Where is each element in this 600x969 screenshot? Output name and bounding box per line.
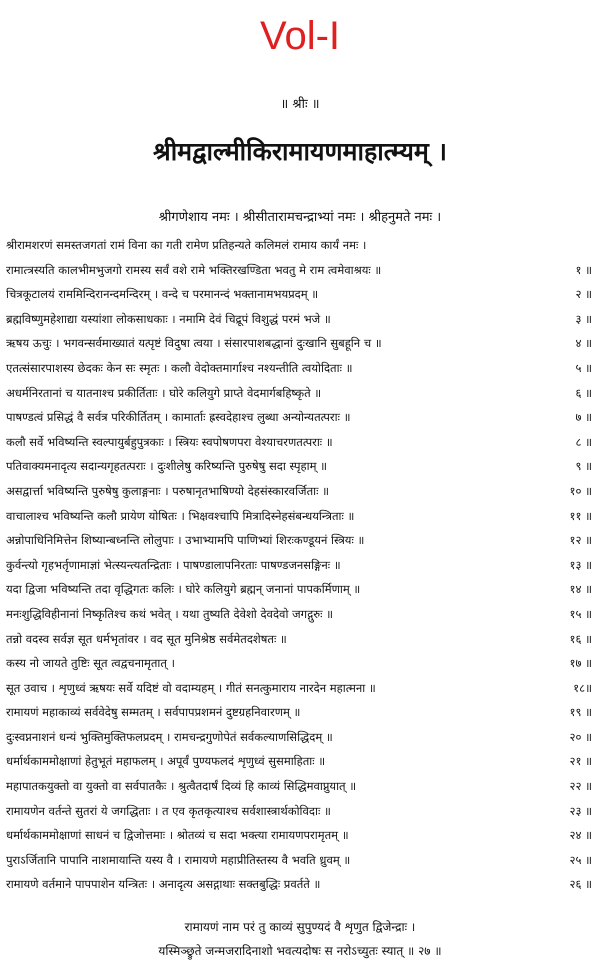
verse-text: पुराऽर्जितानि पापानि नाशमायान्ति यस्य वै । रामायणे महाप्रीतिस्तस्य वै भवति ध्रुवम् ॥ — [6, 852, 351, 867]
volume-label: Vol-I — [259, 14, 341, 58]
verse-text: पाषण्डत्वं प्रसिद्धं वै सर्वत्र परिकीर्तितम् । कामार्ताः ह्रस्वदेहाश्च लुब्धा अन्योन्यतत्पराः ॥ — [6, 410, 351, 425]
closing-line: यस्मिञ्छ्रुते जन्मजरादिनाशो भवत्यदोषः स नरोऽच्युतः स्यात् ॥ २७ ॥ — [158, 944, 442, 958]
verse-text: कुर्वन्त्यो गृहभर्तृणामाज्ञां भेत्स्यन्त्यतन्द्रिताः । पाषण्डालापनिरताः पाषण्डजनसङ्गिनः ॥ — [6, 557, 341, 572]
verse-text: ब्रह्मविष्णुमहेशाद्या यस्यांशा लोकसाधकाः । नमामि देवं चिद्रूपं विशुद्धं परमं भजे ॥ — [6, 311, 331, 326]
verse-number: २० ॥ — [569, 729, 592, 744]
invocation-line: ॥ श्रीः ॥ — [280, 97, 320, 112]
verse-line — [6, 282, 594, 307]
verse-text: धर्मार्थकाममोक्षाणां साधनं च द्विजोत्तमाः । श्रोतव्यं च सदा भक्त्या रामायणपरामृतम् ॥ — [6, 828, 349, 843]
verse-text: असद्वार्त्ता भविष्यन्ति पुरुषेषु कुलाङ्गनाः । परुषानृतभाषिण्यो देहसंस्कारवर्जिताः ॥ — [6, 483, 329, 498]
verse-number: २ ॥ — [575, 287, 592, 302]
verse-number: २१ ॥ — [569, 754, 592, 769]
verse-line — [6, 577, 594, 602]
verse-line — [6, 823, 594, 848]
verse-text: ऋषय ऊचुः । भगवन्सर्वमाख्यातं यत्पृष्टं विदुषा त्वया । संसारपाशबद्धानां दुःखानि सुबहूनि च ॥ — [6, 336, 382, 351]
verse-number: ८ ॥ — [575, 434, 592, 449]
closing-line: रामायणं नाम परं तु काव्यं सुपुण्यदं वै शृणुत द्विजेन्द्राः । — [184, 920, 416, 934]
verse-line — [6, 749, 594, 774]
page-title: श्रीमद्वाल्मीकिरामायणमाहात्म्यम् । — [153, 137, 447, 166]
verse-line — [6, 651, 594, 676]
verse-number: १७ ॥ — [569, 656, 592, 671]
verse-line — [6, 627, 594, 652]
verse-text: रामात्त्रस्यति कालभीमभुजगो रामस्य सर्वं वशे रामे भक्तिरखण्डिता भवतु मे राम त्वमेवाश्रयः ॥ — [6, 262, 382, 277]
verse-line — [6, 381, 594, 406]
verse-text: महापातकयुक्तो वा युक्तो वा सर्वपातकैः । श्रुत्वैतदार्षं दिव्यं हि काव्यं सिद्धिमवाप्नुयात् ॥ — [6, 779, 357, 794]
verse-line — [6, 430, 594, 455]
salutation-line: श्रीगणेशाय नमः । श्रीसीतारामचन्द्राभ्यां नमः । श्रीहनुमते नमः । — [158, 210, 442, 225]
verse-number: १० ॥ — [569, 483, 592, 498]
verse-line — [6, 774, 594, 799]
verse-list — [6, 233, 594, 897]
verse-text: दुःस्वप्ननाशनं धन्यं भुक्तिमुक्तिफलप्रदम् । रामचन्द्रगुणोपेतं सर्वकल्याणसिद्धिदम् ॥ — [6, 729, 333, 744]
verse-number: १ ॥ — [575, 262, 592, 277]
verse-line — [6, 307, 594, 332]
verse-text: अधर्मनिरतानां च यातनाश्च प्रकीर्तिताः । घोरे कलियुगे प्राप्ते वेदमार्गबहिष्कृते ॥ — [6, 385, 322, 400]
verse-line — [6, 258, 594, 283]
verse-line — [6, 848, 594, 873]
verse-line — [6, 676, 594, 701]
verse-line — [6, 799, 594, 824]
verse-text: चित्रकूटालयं राममिन्दिरानन्दमन्दिरम् । वन्दे च परमानन्दं भक्तानामभयप्रदम् ॥ — [6, 287, 319, 302]
verse-text: रामायणं महाकाव्यं सर्ववेदेषु सम्मतम् । सर्वपापप्रशमनं दुष्टग्रहनिवारणम् ॥ — [6, 705, 301, 720]
verse-number: ५ ॥ — [575, 360, 592, 375]
verse-number: २६ ॥ — [569, 877, 592, 892]
verse-number: १५ ॥ — [569, 606, 592, 621]
verse-number: ४ ॥ — [575, 336, 592, 351]
verse-line — [6, 331, 594, 356]
verse-text: मनःशुद्धिविहीनानां निष्कृतिश्च कथं भवेत् । यथा तुष्यति देवेशो देवदेवो जगद्गुरुः ॥ — [6, 606, 333, 621]
verse-line — [6, 872, 594, 897]
verse-line — [6, 479, 594, 504]
verse-line — [6, 356, 594, 381]
verse-line — [6, 528, 594, 553]
verse-number: १२ ॥ — [569, 533, 592, 548]
verse-number: ६ ॥ — [575, 385, 592, 400]
verse-line — [6, 602, 594, 627]
verse-line — [6, 504, 594, 529]
verse-line — [6, 725, 594, 750]
verse-number: १४ ॥ — [569, 582, 592, 597]
verse-number: २२ ॥ — [569, 779, 592, 794]
verse-text: कस्य नो जायते तुष्टिः सूत त्वद्वचनामृतात् । — [6, 656, 175, 671]
verse-number: १६ ॥ — [569, 631, 592, 646]
verse-text: तन्नो वदस्व सर्वज्ञ सूत धर्मभृतांवर । वद सूत मुनिश्रेष्ठ सर्वमेतदशेषतः ॥ — [6, 631, 287, 646]
verse-text: यदा द्विजा भविष्यन्ति तदा वृद्धिगतः कलिः । घोरे कलियुगे ब्रह्मन् जनानां पापकर्मिणाम् ॥ — [6, 582, 361, 597]
verse-number: २४ ॥ — [569, 828, 592, 843]
verse-line — [6, 233, 594, 258]
verse-number: ११ ॥ — [569, 508, 592, 523]
verse-line — [6, 553, 594, 578]
verse-text: कलौ सर्वे भविष्यन्ति स्वल्पायुर्बहुपुत्रकाः । स्त्रियः स्वपोषणपरा वेश्याचरणतत्पराः ॥ — [6, 434, 333, 449]
verse-number: १८॥ — [573, 680, 592, 695]
verse-text: रामायणेन वर्तन्ते सुतरां ये जगद्धिताः । त एव कृतकृत्याश्च सर्वशास्त्रार्थकोविदाः ॥ — [6, 803, 331, 818]
verse-number: ३ ॥ — [575, 311, 592, 326]
verse-number: ७ ॥ — [575, 410, 592, 425]
verse-text: वाचालाश्च भविष्यन्ति कलौ प्रायेण योषितः । भिक्षवश्चापि मित्रादिस्नेहसंबन्धयन्त्रिताः ॥ — [6, 508, 355, 523]
verse-text: एतत्संसारपाशस्य छेदकः केन सः स्मृतः । कलौ वेदोक्तमार्गाश्च नश्यन्तीति त्वयोदिताः ॥ — [6, 360, 353, 375]
verse-number: १३ ॥ — [569, 557, 592, 572]
verse-number: २३ ॥ — [569, 803, 592, 818]
verse-text: श्रीरामशरणं समस्तजगतां रामं विना का गती रामेण प्रतिहन्यते कलिमलं रामाय कार्यं नमः । — [6, 238, 367, 252]
verse-line — [6, 405, 594, 430]
verse-text: रामायणे वर्तमाने पापपाशेन यन्त्रितः । अनादृत्य असद्गाथाः सक्तबुद्धिः प्रवर्तते ॥ — [6, 877, 321, 892]
verse-text: पतिवाक्यमनादृत्य सदान्यगृहतत्पराः । दुःशीलेषु करिष्यन्ति पुरुषेषु सदा स्पृहाम् ॥ — [6, 459, 327, 474]
verse-line — [6, 700, 594, 725]
verse-number: ९ ॥ — [575, 459, 592, 474]
verse-text: सूत उवाच । शृणुध्वं ऋषयः सर्वे यदिष्टं वो वदाम्यहम् । गीतं सनत्कुमाराय नारदेन महात्मना ॥ — [6, 680, 376, 695]
verse-line — [6, 454, 594, 479]
verse-number: १९ ॥ — [569, 705, 592, 720]
verse-text: अन्नोपाधिनिमित्तेन शिष्यान्बध्नन्ति लोलुपाः । उभाभ्यामपि पाणिभ्यां शिरःकण्डूयनं स्त्रियः ॥ — [6, 533, 365, 548]
verse-text: धर्मार्थकाममोक्षाणां हेतुभूतं महाफलम् । अपूर्वं पुण्यफलदं शृणुध्वं सुसमाहिताः ॥ — [6, 754, 326, 769]
verse-number: २५ ॥ — [569, 852, 592, 867]
